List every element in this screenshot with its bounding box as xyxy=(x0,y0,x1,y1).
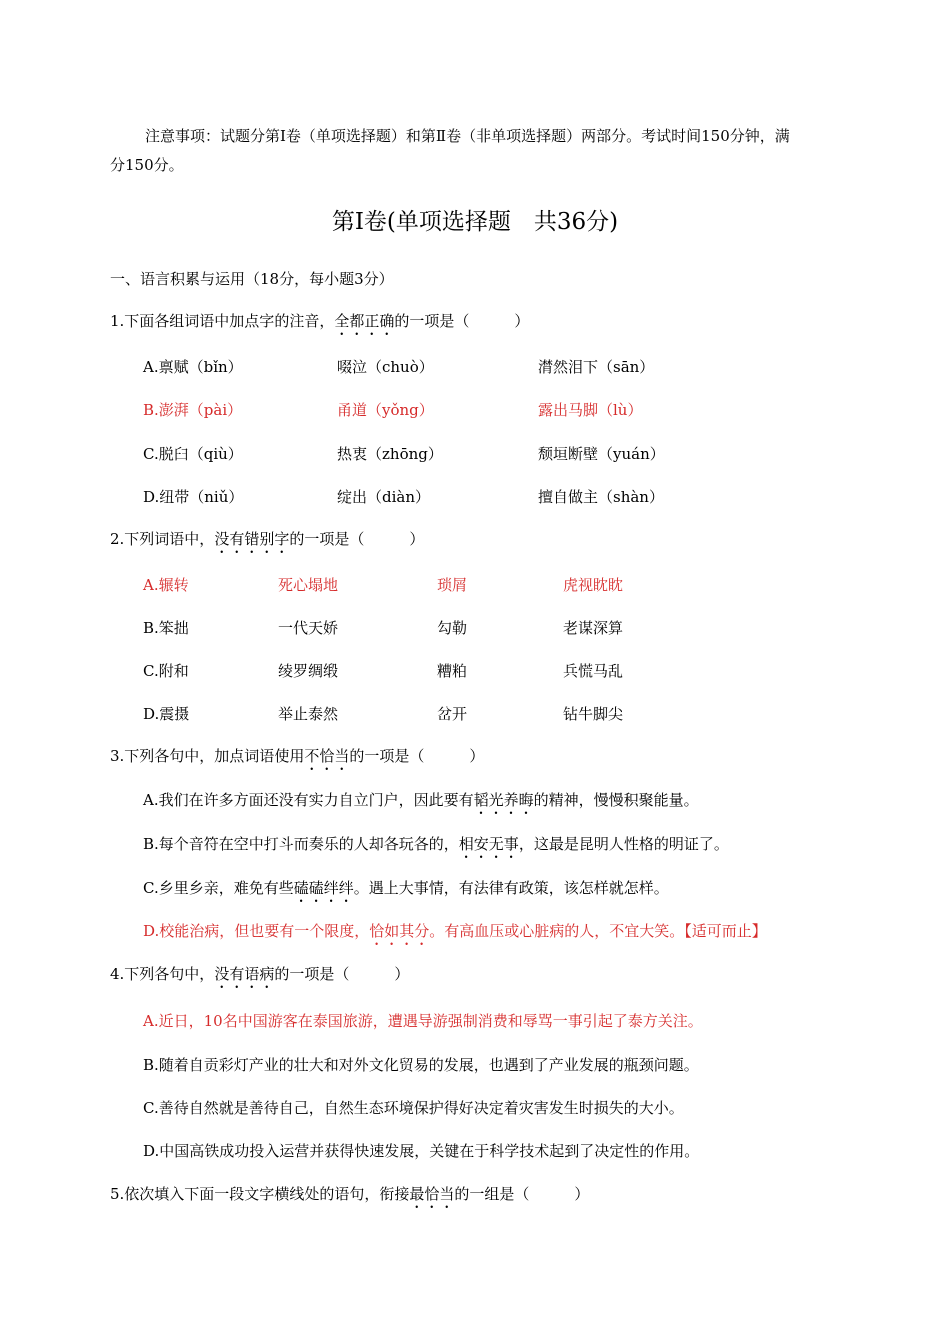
question-4-stem xyxy=(110,963,409,992)
q1-option-b-3: 露出马脚（lù） xyxy=(538,401,643,419)
question-3-dotted: 不恰当 xyxy=(304,747,350,765)
question-2-post: 的一项是（ ） xyxy=(289,530,425,548)
question-2-stem xyxy=(110,528,424,557)
question-1-dotted: 全都正确 xyxy=(334,312,395,330)
q3-b-post: ，这最是昆明人性格的明证了。 xyxy=(518,835,729,853)
question-5-stem xyxy=(110,1183,589,1212)
q3-b-pre: B.每个音符在空中打斗而奏乐的人却各玩各的， xyxy=(143,835,459,853)
q3-option-c xyxy=(143,877,669,906)
q3-option-b xyxy=(143,833,729,862)
q2-option-d-4: 钻牛脚尖 xyxy=(563,705,624,723)
q3-d-pre: D.校能治病，但也要有一个限度， xyxy=(143,922,370,940)
q3-c-post: 。遇上大事情，有法律有政策，该怎样就怎样。 xyxy=(353,879,669,897)
q3-b-dotted: 相安无事 xyxy=(458,835,519,853)
q2-option-b-2: 一代天娇 xyxy=(278,619,339,637)
question-4-pre: 4.下列各句中， xyxy=(110,965,215,983)
q3-a-post: 的精神，慢慢积聚能量。 xyxy=(533,791,699,809)
q2-option-c-3: 糟粕 xyxy=(437,662,468,680)
exam-notice xyxy=(110,122,845,180)
question-4-dotted: 没有语病 xyxy=(214,965,275,983)
q2-option-d-3: 岔开 xyxy=(437,705,468,723)
q2-option-b-1: B.笨拙 xyxy=(143,619,189,637)
q2-option-b-3: 勾勒 xyxy=(437,619,468,637)
q2-option-b-4: 老谋深算 xyxy=(563,619,624,637)
question-5-post: 的一组是（ ） xyxy=(454,1185,590,1203)
q4-option-b: B.随着自贡彩灯产业的壮大和对外文化贸易的发展，也遇到了产业发展的瓶颈问题。 xyxy=(143,1056,699,1074)
q1-option-d-1: D.纽带（niǔ） xyxy=(143,488,244,506)
question-1-stem xyxy=(110,310,529,339)
q1-option-c-2: 热衷（zhōng） xyxy=(337,445,443,463)
notice-line-1: 注意事项：试题分第Ⅰ卷（单项选择题）和第Ⅱ卷（非单项选择题）两部分。考试时间150分钟，满 xyxy=(145,127,790,145)
q2-option-c-1: C.附和 xyxy=(143,662,189,680)
question-5-dotted: 最恰当 xyxy=(409,1185,455,1203)
q4-option-a: A.近日，10名中国游客在泰国旅游，遭遇导游强制消费和辱骂一事引起了泰方关注。 xyxy=(143,1012,703,1030)
q2-option-a-2: 死心塌地 xyxy=(278,576,339,594)
q1-option-d-3: 擅自做主（shàn） xyxy=(538,488,664,506)
question-4-post: 的一项是（ ） xyxy=(274,965,410,983)
q1-option-a-1: A.禀赋（bǐn） xyxy=(143,358,243,376)
q1-option-c-1: C.脱臼（qiù） xyxy=(143,445,243,463)
q3-option-d xyxy=(143,920,767,949)
q3-c-pre: C.乡里乡亲，难免有些 xyxy=(143,879,294,897)
question-3-post: 的一项是（ ） xyxy=(349,747,485,765)
question-3-pre: 3.下列各句中，加点词语使用 xyxy=(110,747,305,765)
question-1-post: 的一项是（ ） xyxy=(394,312,530,330)
q1-option-d-2: 绽出（diàn） xyxy=(337,488,431,506)
volume-title: 第Ⅰ卷(单项选择题 共36分) xyxy=(331,209,619,235)
q2-option-a-4: 虎视眈眈 xyxy=(563,576,624,594)
notice-line-2: 分150分。 xyxy=(110,156,184,174)
question-1-pre: 1.下面各组词语中加点字的注音， xyxy=(110,312,335,330)
q2-option-c-4: 兵慌马乱 xyxy=(563,662,624,680)
q2-option-d-2: 举止泰然 xyxy=(278,705,339,723)
q3-d-dotted: 恰如其分 xyxy=(369,922,430,940)
q2-option-a-1: A.辗转 xyxy=(143,576,189,594)
section-heading: 一、语言积累与运用（18分，每小题3分） xyxy=(110,270,394,288)
q1-option-b-2: 甬道（yǒng） xyxy=(337,401,434,419)
q3-d-post: 。有高血压或心脏病的人，不宜大笑。【适可而止】 xyxy=(429,922,767,940)
q3-option-a xyxy=(143,789,699,818)
q4-option-d: D.中国高铁成功投入运营并获得快速发展，关键在于科学技术起到了决定性的作用。 xyxy=(143,1142,700,1160)
q2-option-d-1: D.震摄 xyxy=(143,705,190,723)
q1-option-a-2: 啜泣（chuò） xyxy=(337,358,434,376)
q4-option-c: C.善待自然就是善待自己，自然生态环境保护得好决定着灾害发生时损失的大小。 xyxy=(143,1099,684,1117)
question-2-pre: 2.下列词语中， xyxy=(110,530,215,548)
question-2-dotted: 没有错别字 xyxy=(214,530,290,548)
q1-option-c-3: 颓垣断壁（yuán） xyxy=(538,445,665,463)
question-3-stem xyxy=(110,745,484,774)
q1-option-a-3: 潸然泪下（sān） xyxy=(538,358,655,376)
q3-a-pre: A.我们在许多方面还没有实力自立门户，因此要有 xyxy=(143,791,474,809)
question-5-pre: 5.依次填入下面一段文字横线处的语句，衔接 xyxy=(110,1185,410,1203)
q3-a-dotted: 韬光养晦 xyxy=(473,791,534,809)
q3-c-dotted: 磕磕绊绊 xyxy=(293,879,354,897)
q2-option-c-2: 绫罗绸缎 xyxy=(278,662,339,680)
q1-option-b-1: B.澎湃（pài） xyxy=(143,401,243,419)
q2-option-a-3: 琐屑 xyxy=(437,576,468,594)
